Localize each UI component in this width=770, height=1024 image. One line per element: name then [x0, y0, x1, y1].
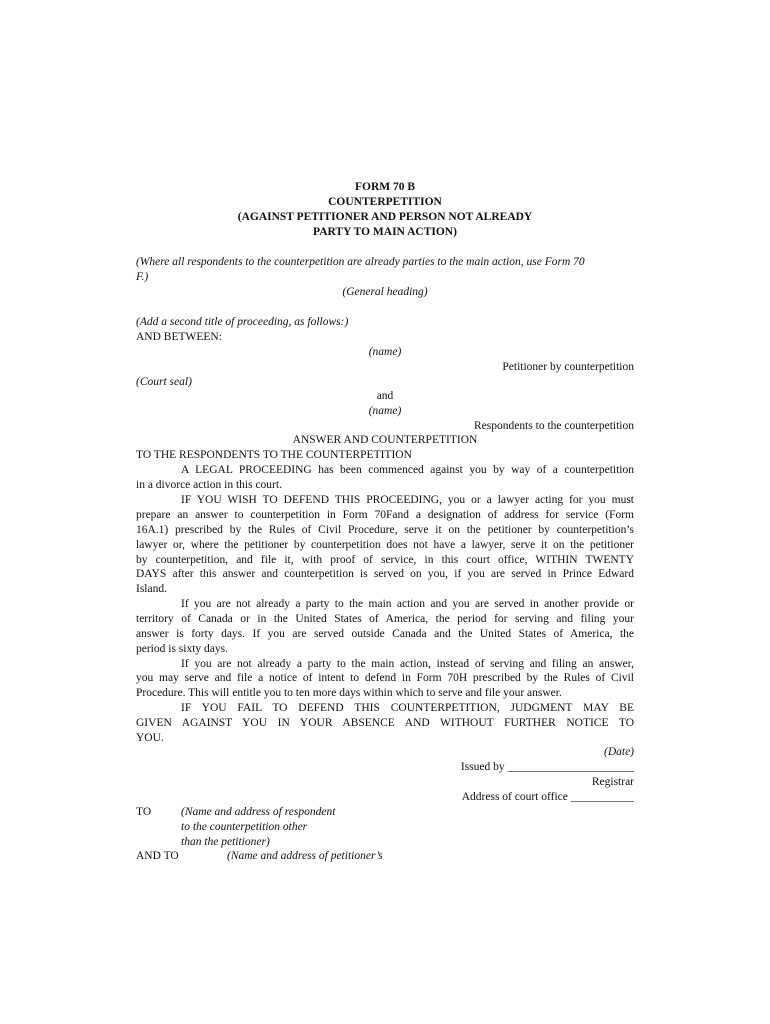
- registrar-label: Registrar: [591, 776, 634, 788]
- to-address-line1: (Name and address of respondent: [181, 806, 336, 818]
- paragraph-3-line1: If you are not already a party to the main action and you are served in another provide or: [181, 598, 634, 610]
- paragraph-1-line2: in a divorce action in this court.: [136, 479, 282, 491]
- respondent-name-placeholder: (name): [368, 405, 402, 417]
- section-heading: ANSWER AND COUNTERPETITION: [292, 434, 478, 446]
- paragraph-2-line6: DAYS after this answer and counterpetition is served on you, if you are served in Prince Edward: [136, 568, 634, 580]
- paragraph-3-line3: answer is forty days. If you are served outside Canada and the United States of America, the: [136, 628, 634, 640]
- issued-by-line: Issued by ______________________: [460, 761, 634, 773]
- paragraph-4-line1: If you are not already a party to the main action, instead of serving and filing an answer,: [181, 658, 634, 670]
- to-respondents: TO THE RESPONDENTS TO THE COUNTERPETITION: [136, 449, 412, 461]
- paragraph-5-line3: YOU.: [136, 732, 164, 744]
- petitioner-label: Petitioner by counterpetition: [502, 361, 634, 373]
- second-title-instruction: (Add a second title of proceeding, as follows:): [136, 316, 349, 328]
- general-heading: (General heading): [342, 286, 428, 298]
- paragraph-2-line4: lawyer or, where the petitioner by counterpetition does not have a lawyer, serve it on the petitioner: [136, 539, 634, 551]
- and-to-address-line1: (Name and address of petitioner’s: [227, 850, 383, 862]
- form-subtitle-line1: (AGAINST PETITIONER AND PERSON NOT ALREADY: [237, 211, 533, 223]
- to-address-line2: to the counterpetition other: [181, 821, 308, 833]
- paragraph-3-line4: period is sixty days.: [136, 643, 228, 655]
- and-word: and: [376, 390, 394, 402]
- petitioner-name-placeholder: (name): [368, 346, 402, 358]
- paragraph-1-line1: A LEGAL PROCEEDING has been commenced against you by way of a counterpetition: [181, 464, 634, 476]
- respondents-label: Respondents to the counterpetition: [473, 420, 634, 432]
- form-number: FORM 70 B: [354, 181, 416, 193]
- usage-note-line1: (Where all respondents to the counterpetition are already parties to the main action, use Form 70: [136, 256, 585, 268]
- date-placeholder: (Date): [603, 746, 634, 758]
- paragraph-2-line3: 16A.1) prescribed by the Rules of Civil Procedure, serve it on the petitioner by counterpetition’s: [136, 524, 634, 536]
- paragraph-5-line1: IF YOU FAIL TO DEFEND THIS COUNTERPETITION, JUDGMENT MAY BE: [181, 702, 634, 714]
- paragraph-2-line2: prepare an answer to counterpetition in Form 70Fand a designation of address for service (Form: [136, 509, 634, 521]
- paragraph-3-line2: territory of Canada or in the United States of America, the period for serving and filing your: [136, 613, 634, 625]
- paragraph-4-line2: you may serve and file a notice of intent to defend in Form 70H prescribed by the Rules of Civil: [136, 672, 634, 684]
- usage-note-line2: F.): [136, 271, 149, 283]
- court-seal: (Court seal): [136, 376, 192, 388]
- form-title: COUNTERPETITION: [328, 196, 442, 208]
- court-office-address-line: Address of court office ___________: [461, 791, 634, 803]
- and-between: AND BETWEEN:: [136, 331, 222, 343]
- paragraph-4-line3: Procedure. This will entitle you to ten more days within which to serve and file your answer.: [136, 687, 562, 699]
- form-subtitle-line2: PARTY TO MAIN ACTION): [313, 226, 457, 238]
- and-to-label: AND TO: [136, 850, 179, 862]
- paragraph-2-line1: IF YOU WISH TO DEFEND THIS PROCEEDING, you or a lawyer acting for you must: [181, 494, 634, 506]
- paragraph-2-line7: Island.: [136, 583, 167, 595]
- paragraph-2-line5: by counterpetition, and file it, with proof of service, in this court office, WITHIN TWENTY: [136, 554, 634, 566]
- to-label: TO: [136, 806, 152, 818]
- to-address-line3: than the petitioner): [181, 836, 270, 848]
- paragraph-5-line2: GIVEN AGAINST YOU IN YOUR ABSENCE AND WITHOUT FURTHER NOTICE TO: [136, 717, 634, 729]
